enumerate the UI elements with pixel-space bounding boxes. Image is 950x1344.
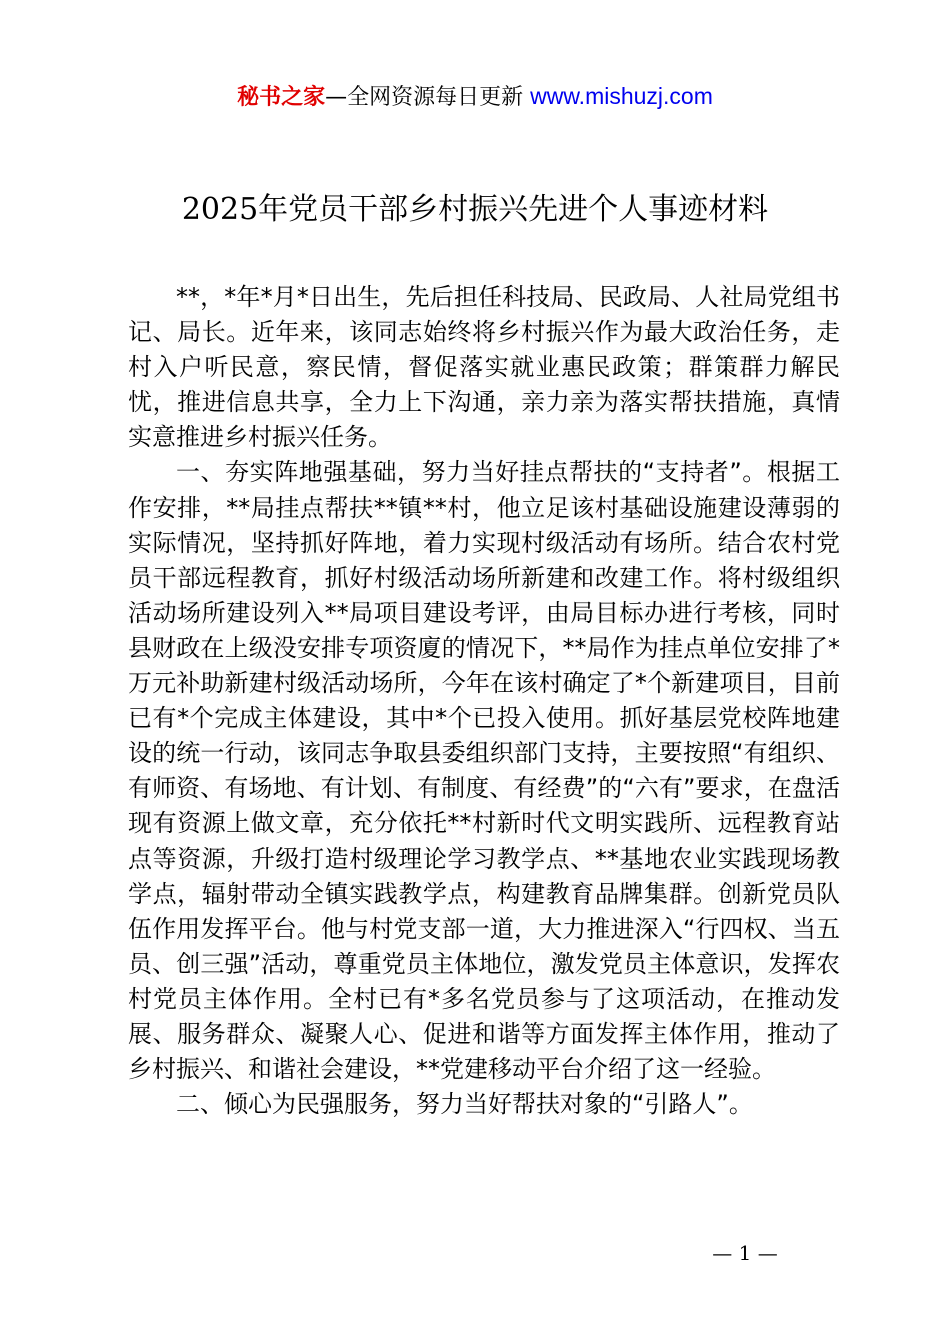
document-body — [128, 280, 840, 1122]
site-url-link[interactable]: www.mishuzj.com — [530, 83, 713, 109]
document-title: 2025年党员干部乡村振兴先进个人事迹材料 — [181, 192, 769, 227]
paragraph-section-two: 二、倾心为民强服务，努力当好帮扶对象的“引路人”。 — [176, 1090, 753, 1119]
site-slogan: —全网资源每日更新 — [325, 85, 531, 110]
page-number: — 1 — — [712, 1241, 778, 1265]
site-brand: 秘书之家 — [237, 85, 326, 110]
site-header — [0, 80, 950, 114]
paragraph-intro: **，*年*月*日出生，先后担任科技局、民政局、人社局党组书记、局长。近年来，该同志始终将乡村振兴作为最大政治任务，走村入户听民意，察民情，督促落实就业惠民政策；群策群力解民忧，推进信息共享，全力上下沟通，亲力亲为落实帮扶措施，真情实意推进乡村振兴任务。 — [128, 283, 840, 452]
paragraph-section-one: 一、夯实阵地强基础，努力当好挂点帮扶的“支持者”。根据工作安排，**局挂点帮扶**镇**村，他立足该村基础设施建设薄弱的实际情况，坚持抓好阵地，着力实现村级活动有场所。结合农村党员干部远程教育，抓好村级活动场所新建和改建工作。将村级组织活动场所建设列入**局项目建设考评，由局目标办进行考核，同时县财政在上级没安排专项资廈的情况下，**局作为挂点单位安排了*万元补助新建村级活动场所，今年在该村确定了*个新建项目，目前已有*个完成主体建设，其中*个已投入使用。抓好基层党校阵地建设的统一行动，该同志争取县委组织部门支持，主要按照“有组织、有师资、有场地、有计划、有制度、有经费”的“六有”要求，在盘活现有资源上做文章，充分依托**村新时代文明实践所、远程教育站点等资源，升级打造村级理论学习教学点、**基地农业实践现场教学点，辐射带动全镇实践教学点，构建教育品牌集群。创新党员队伍作用发挥平台。他与村党支部一道，大力推进深入“行四权、当五员、创三强”活动，尊重党员主体地位，激发党员主体意识，发挥农村党员主体作用。全村已有*多名党员参与了这项活动，在推动发展、服务群众、凝聚人心、促进和谐等方面发挥主体作用，推动了乡村振兴、和谐社会建设，**党建移动平台介绍了这一经验。 — [128, 458, 840, 1084]
